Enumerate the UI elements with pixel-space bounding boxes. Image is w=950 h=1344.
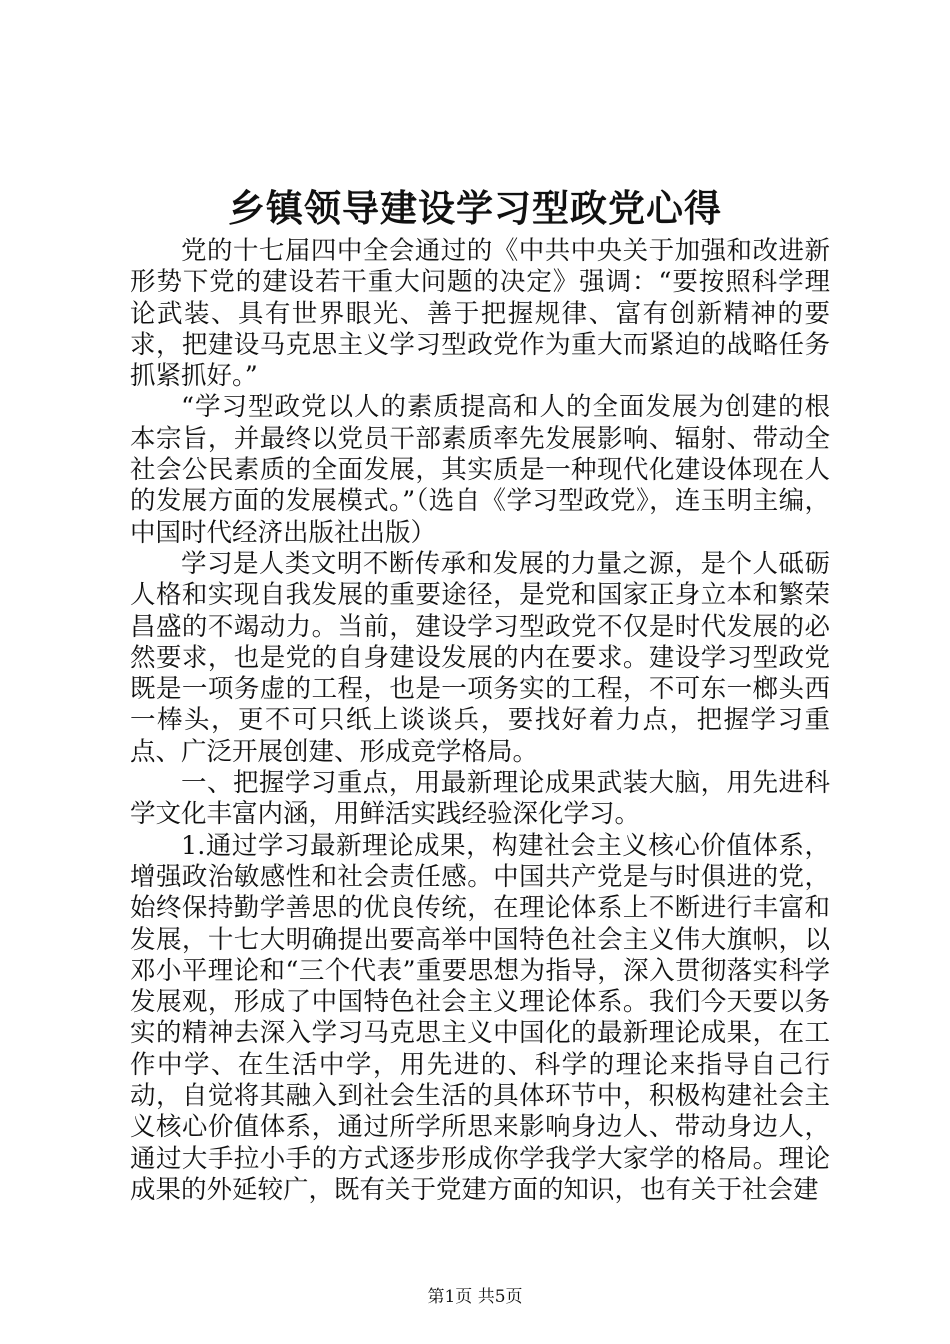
document-body [130, 236, 830, 1206]
paragraph-1: 党的十七届四中全会通过的《中共中央关于加强和改进新形势下党的建设若干重大问题的决定》强调：“要按照科学理论武装、具有世界眼光、善于把握规律、富有创新精神的要求，把建设马克思主义学习型政党作为重大而紧迫的战略任务抓紧抓好。” [130, 236, 830, 392]
document-title: 乡镇领导建设学习型政党心得 [228, 186, 722, 230]
page-number-footer: 第1页 共5页 [427, 1287, 523, 1307]
paragraph-2: “学习型政党以人的素质提高和人的全面发展为创建的根本宗旨，并最终以党员干部素质率先发展影响、辐射、带动全社会公民素质的全面发展，其实质是一种现代化建设体现在人的发展方面的发展模式。”（选自《学习型政党》，连玉明主编，中国时代经济出版社出版） [130, 392, 830, 548]
paragraph-5: 1.通过学习最新理论成果，构建社会主义核心价值体系，增强政治敏感性和社会责任感。中国共产党是与时俱进的党，始终保持勤学善思的优良传统，在理论体系上不断进行丰富和发展，十七大明确提出要高举中国特色社会主义伟大旗帜，以邓小平理论和“三个代表”重要思想为指导，深入贯彻落实科学发展观，形成了中国特色社会主义理论体系。我们今天要以务实的精神去深入学习马克思主义中国化的最新理论成果，在工作中学、在生活中学，用先进的、科学的理论来指导自己行动，自觉将其融入到社会生活的具体环节中，积极构建社会主义核心价值体系，通过所学所思来影响身边人、带动身边人，通过大手拉小手的方式逐步形成你学我学大家学的格局。理论成果的外延较广，既有关于党建方面的知识，也有关于社会建 [130, 830, 830, 1205]
paragraph-3: 学习是人类文明不断传承和发展的力量之源，是个人砥砺人格和实现自我发展的重要途径，是党和国家正身立本和繁荣昌盛的不竭动力。当前，建设学习型政党不仅是时代发展的必然要求，也是党的自身建设发展的内在要求。建设学习型政党既是一项务虚的工程，也是一项务实的工程，不可东一榔头西一棒头，更不可只纸上谈谈兵，要找好着力点，把握学习重点、广泛开展创建、形成竞学格局。 [130, 548, 830, 767]
paragraph-4-section-heading: 一、把握学习重点，用最新理论成果武装大脑，用先进科学文化丰富内涵，用鲜活实践经验深化学习。 [130, 768, 830, 830]
